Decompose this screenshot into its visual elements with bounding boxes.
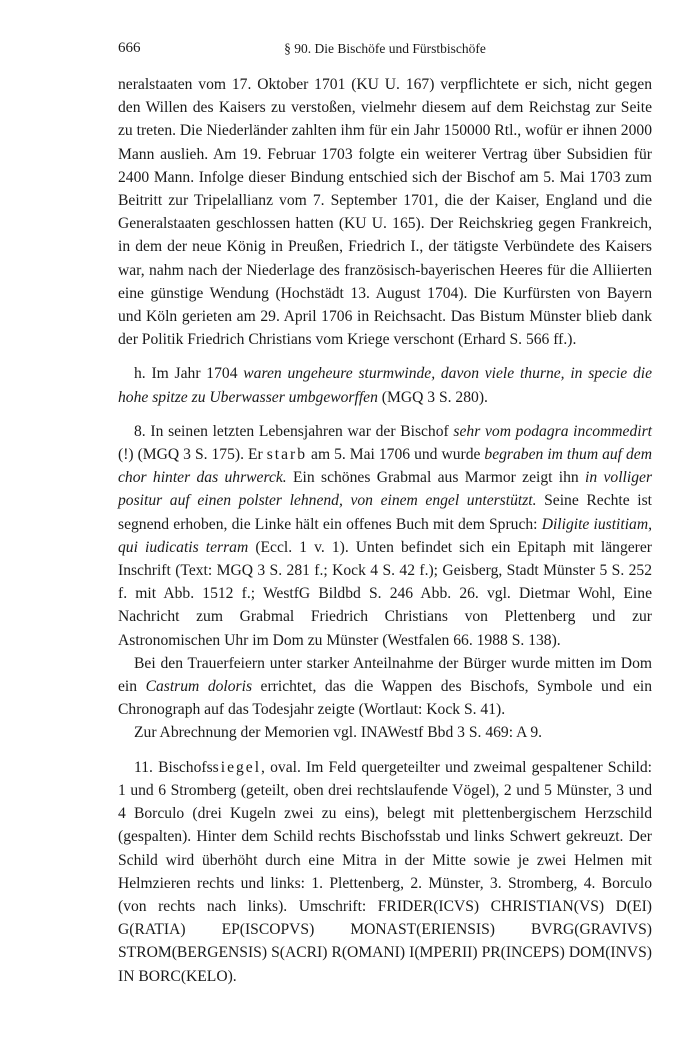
paragraph-text: , oval. Im Feld quergeteilter und zweimal gespaltener Schild: 1 und 6 Stromberg (geteilt, oben drei rechtslaufende Vögel), 2 und 5 Münster, 3 und 4 Borculo (drei Kugeln zwei zu eins), belegt mit plettenbergischem Herzschild (gespalten). Hinter dem Schild rechts Bischofsstab und links Schwert gekreuzt. Der Schild wird überhöht durch eine Mitra in der Mitte sowie je zwei Helmen mit Helmzieren rechts und links: 1. Plettenberg, 2. Münster, 3. Stromberg, 4. Borculo (von rechts nach links). Umschrift: FRIDER(ICVS) CHRISTIAN(VS) D(EI) G(RATIA) EP(ISCOPVS) MONAST(ERIENSIS) BVRG(GRAVIVS) STROM(BERGENSIS) S(ACRI) R(OMANI) I(MPERII) PR(INCEPS) DOM(INVS) IN BORC(KELO). (118, 758, 652, 985)
paragraph-text: Ein schönes Grabmal aus Marmor zeigt ihn (286, 469, 586, 487)
page-body (118, 73, 652, 988)
spaced-emphasis: siegel (212, 758, 262, 776)
paragraph-text: Zur Abrechnung der Memorien vgl. INAWestf Bbd 3 S. 469: A 9. (134, 724, 543, 742)
quoted-source-text: waren ungeheure sturmwinde, davon viele thurne, in specie die hohe spitze zu Uberwasser umbgeworffen (118, 365, 653, 406)
paragraph-funeral (118, 652, 652, 722)
paragraph-text: Seine Rechte ist segnend erhoben, die Linke hält ein offenes Buch mit dem Spruch: (118, 492, 652, 533)
page-header (118, 40, 652, 60)
citation-text: (MGQ 3 S. 280). (377, 388, 488, 406)
paragraph-text: 11. Bischofs (134, 758, 213, 776)
page-number: 666 (118, 40, 141, 56)
paragraph-text: neralstaaten vom 17. Oktober 1701 (KU U. 167) verpflichtete er sich, nicht gegen den Willen des Kaisers zu verstoßen, vielmehr diesem auf dem Reichstag zur Seite zu treten. Die Niederländer zahlten ihm für ein Jahr 150000 Rtl., wofür er ihnen 2000 Mann auslieh. Am 19. Februar 1703 folgte ein weiterer Vertrag über Subsidien für 2400 Mann. Infolge dieser Bindung entschied sich der Bischof am 5. Mai 1703 zum Beitritt zur Tripelallianz vom 7. September 1701, die der Kaiser, England und die Generalstaaten geschlossen hatten (KU U. 165). Der Reichskrieg gegen Frankreich, in dem der neue König in Preußen, Friedrich I., der tätigste Verbündete des Kaisers war, nahm nach der Niederlage des französisch-bayerischen Heeres für die Alliierten eine günstige Wendung (Hochstädt 13. August 1704). Die Kurfürsten von Bayern und Köln gerieten am 29. April 1706 in Reichsacht. Das Bistum Münster blieb dank der Politik Friedrich Christians vom Kriege verschont (Erhard S. 566 ff.). (118, 76, 652, 349)
paragraph-h (118, 362, 652, 408)
paragraph-text: 8. In seinen letzten Lebensjahren war der Bischof (134, 422, 454, 440)
spaced-emphasis: starb (266, 446, 308, 464)
quoted-source-text: begraben im thum auf dem chor hinter das uhrwerck. (118, 446, 652, 487)
quoted-source-text: in volliger positur auf einen polster lehnend, von einem engel unterstützt. (118, 469, 653, 510)
paragraph-11 (118, 756, 652, 988)
paragraph-text: errichtet, das die Wappen des Bischofs, Symbole und ein Chronograph auf das Todesjahr zeigte (Wortlaut: Kock S. 41). (118, 678, 652, 719)
running-title: § 90. Die Bischöfe und Fürstbischöfe (284, 41, 486, 56)
quoted-source-text: Castrum doloris (145, 678, 253, 696)
quoted-source-text: sehr vom podagra incommedirt (453, 422, 653, 440)
paragraph-continuation (118, 73, 652, 351)
paragraph-text: am 5. Mai 1706 und wurde (307, 446, 485, 464)
paragraph-text: (!) (MGQ 3 S. 175). Er (118, 446, 267, 464)
paragraph-8 (118, 420, 652, 652)
paragraph-text: Bei den Trauerfeiern unter starker Anteilnahme der Bürger wurde mitten im Dom ein (118, 654, 652, 696)
paragraph-text: h. Im Jahr 1704 (134, 365, 244, 383)
paragraph-text: (Eccl. 1 v. 1). Unten befindet sich ein Epitaph mit längerer Inschrift (Text: MGQ 3 S. 281 f.; Kock 4 S. 42 f.); Geisberg, Stadt Münster 5 S. 252 f. mit Abb. 1512 f.; WestfG Bildbd S. 246 Abb. 26. vgl. Dietmar Wohl, Eine Nachricht zum Grabmal Friedrich Christians von Plettenberg und zur Astronomischen Uhr im Dom zu Münster (Westfalen 66. 1988 S. 138). (118, 538, 652, 649)
paragraph-memorien (118, 721, 652, 744)
latin-motto: Diligite iustitiam, qui iudicatis terram (118, 515, 652, 556)
